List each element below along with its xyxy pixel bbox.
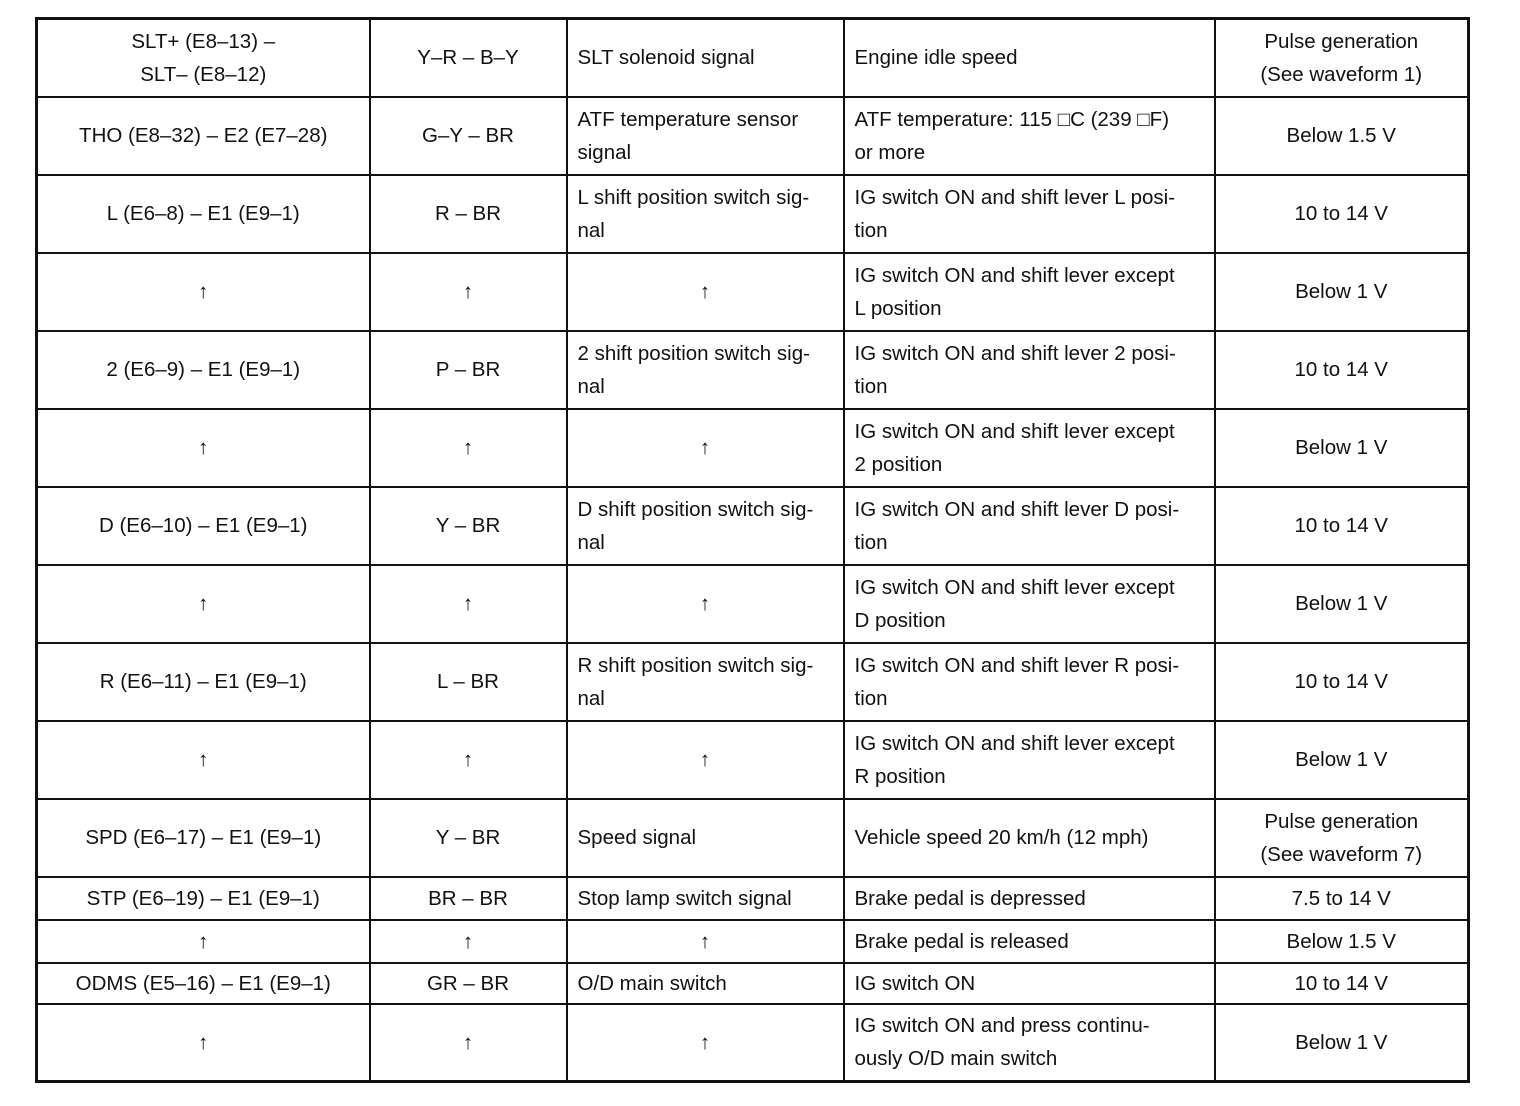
description-cell: Speed signal (567, 799, 844, 877)
same-as-above-arrow: ↑ (37, 920, 370, 963)
description-cell: O/D main switch (567, 963, 844, 1004)
table-row (37, 487, 1469, 565)
same-as-above-arrow: ↑ (370, 565, 567, 643)
condition-cell: IG switch ON and press continu- ously O/D main switch (844, 1004, 1215, 1082)
condition-cell: IG switch ON and shift lever except L position (844, 253, 1215, 331)
spec-cell: 10 to 14 V (1215, 487, 1469, 565)
terminal-cell: THO (E8–32) – E2 (E7–28) (37, 97, 370, 175)
table-row (37, 409, 1469, 487)
description-cell: R shift position switch sig- nal (567, 643, 844, 721)
same-as-above-arrow: ↑ (37, 253, 370, 331)
same-as-above-arrow: ↑ (370, 409, 567, 487)
spec-cell: 10 to 14 V (1215, 331, 1469, 409)
same-as-above-arrow: ↑ (370, 721, 567, 799)
wiring-color-cell: G–Y – BR (370, 97, 567, 175)
spec-cell: 7.5 to 14 V (1215, 877, 1469, 920)
same-as-above-arrow: ↑ (567, 409, 844, 487)
table-row (37, 97, 1469, 175)
table-row (37, 877, 1469, 920)
same-as-above-arrow: ↑ (370, 253, 567, 331)
description-cell: 2 shift position switch sig- nal (567, 331, 844, 409)
condition-cell: Brake pedal is depressed (844, 877, 1215, 920)
condition-cell: IG switch ON and shift lever L posi- tion (844, 175, 1215, 253)
spec-cell: 10 to 14 V (1215, 963, 1469, 1004)
condition-cell: Engine idle speed (844, 19, 1215, 97)
condition-cell: Brake pedal is released (844, 920, 1215, 963)
condition-cell: Vehicle speed 20 km/h (12 mph) (844, 799, 1215, 877)
same-as-above-arrow: ↑ (567, 920, 844, 963)
table-row (37, 721, 1469, 799)
description-cell: Stop lamp switch signal (567, 877, 844, 920)
spec-cell: Below 1 V (1215, 1004, 1469, 1082)
same-as-above-arrow: ↑ (37, 409, 370, 487)
spec-cell: Below 1.5 V (1215, 920, 1469, 963)
condition-cell: IG switch ON and shift lever except 2 position (844, 409, 1215, 487)
spec-cell: Below 1 V (1215, 565, 1469, 643)
same-as-above-arrow: ↑ (370, 1004, 567, 1082)
same-as-above-arrow: ↑ (37, 1004, 370, 1082)
terminal-cell: STP (E6–19) – E1 (E9–1) (37, 877, 370, 920)
same-as-above-arrow: ↑ (37, 565, 370, 643)
description-cell: D shift position switch sig- nal (567, 487, 844, 565)
condition-cell: IG switch ON and shift lever except R position (844, 721, 1215, 799)
table-row (37, 643, 1469, 721)
spec-cell: 10 to 14 V (1215, 175, 1469, 253)
table-row (37, 799, 1469, 877)
spec-cell: Below 1 V (1215, 721, 1469, 799)
terminal-cell: SLT+ (E8–13) – SLT– (E8–12) (37, 19, 370, 97)
spec-cell: Pulse generation (See waveform 7) (1215, 799, 1469, 877)
condition-cell: IG switch ON (844, 963, 1215, 1004)
terminal-cell: L (E6–8) – E1 (E9–1) (37, 175, 370, 253)
description-cell: L shift position switch sig- nal (567, 175, 844, 253)
same-as-above-arrow: ↑ (567, 1004, 844, 1082)
same-as-above-arrow: ↑ (567, 253, 844, 331)
same-as-above-arrow: ↑ (37, 721, 370, 799)
table-row (37, 1004, 1469, 1082)
table-row (37, 963, 1469, 1004)
terminal-cell: D (E6–10) – E1 (E9–1) (37, 487, 370, 565)
wiring-color-cell: L – BR (370, 643, 567, 721)
wiring-color-cell: R – BR (370, 175, 567, 253)
condition-cell: IG switch ON and shift lever 2 posi- tion (844, 331, 1215, 409)
spec-cell: Pulse generation (See waveform 1) (1215, 19, 1469, 97)
table-row (37, 565, 1469, 643)
table-row (37, 19, 1469, 97)
condition-cell: IG switch ON and shift lever except D position (844, 565, 1215, 643)
condition-cell: IG switch ON and shift lever D posi- tion (844, 487, 1215, 565)
same-as-above-arrow: ↑ (370, 920, 567, 963)
terminal-cell: SPD (E6–17) – E1 (E9–1) (37, 799, 370, 877)
same-as-above-arrow: ↑ (567, 565, 844, 643)
wiring-color-cell: Y–R – B–Y (370, 19, 567, 97)
table-row (37, 920, 1469, 963)
table-row (37, 175, 1469, 253)
spec-cell: 10 to 14 V (1215, 643, 1469, 721)
ecu-terminal-spec-table (35, 17, 1470, 1083)
wiring-color-cell: BR – BR (370, 877, 567, 920)
condition-cell: IG switch ON and shift lever R posi- tion (844, 643, 1215, 721)
spec-cell: Below 1 V (1215, 253, 1469, 331)
table-row (37, 331, 1469, 409)
wiring-color-cell: P – BR (370, 331, 567, 409)
spec-cell: Below 1 V (1215, 409, 1469, 487)
same-as-above-arrow: ↑ (567, 721, 844, 799)
spec-cell: Below 1.5 V (1215, 97, 1469, 175)
wiring-color-cell: Y – BR (370, 487, 567, 565)
wiring-color-cell: GR – BR (370, 963, 567, 1004)
table-row (37, 253, 1469, 331)
terminal-cell: R (E6–11) – E1 (E9–1) (37, 643, 370, 721)
description-cell: ATF temperature sensor signal (567, 97, 844, 175)
description-cell: SLT solenoid signal (567, 19, 844, 97)
terminal-cell: 2 (E6–9) – E1 (E9–1) (37, 331, 370, 409)
wiring-color-cell: Y – BR (370, 799, 567, 877)
condition-cell: ATF temperature: 115 □C (239 □F) or more (844, 97, 1215, 175)
terminal-cell: ODMS (E5–16) – E1 (E9–1) (37, 963, 370, 1004)
